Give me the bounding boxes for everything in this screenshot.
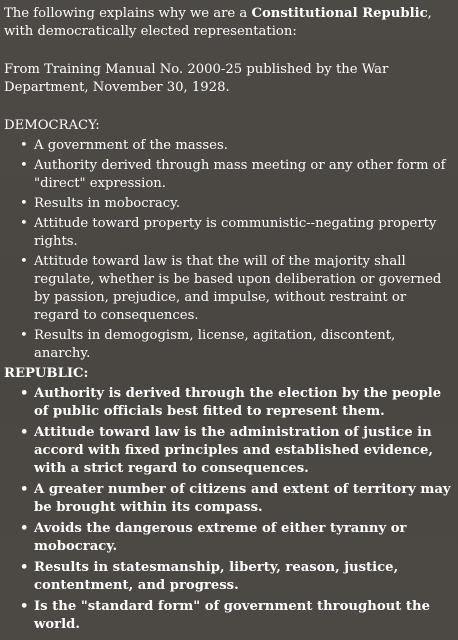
republic-item-text: Results in statesmanship, liberty, reason, justice, contentment, and progress.	[34, 560, 399, 593]
bullet-icon: •	[20, 386, 29, 401]
bullet-icon: •	[20, 328, 28, 343]
democracy-list	[4, 137, 452, 363]
democracy-item-text: Results in mobocracy.	[34, 196, 181, 211]
bullet-icon: •	[20, 560, 29, 575]
republic-item-text: Attitude toward law is the administration of justice in accord with fixed principles and established evidence, with a strict regard to consequences.	[34, 425, 434, 476]
intro-text-after: , with democratically elected representation:	[4, 6, 432, 39]
intro-paragraph	[4, 5, 452, 41]
democracy-item	[20, 157, 452, 193]
bullet-icon: •	[20, 138, 28, 153]
republic-item	[20, 598, 452, 634]
democracy-item	[20, 137, 452, 155]
republic-item	[20, 424, 452, 478]
republic-list	[4, 385, 452, 634]
bullet-icon: •	[20, 599, 29, 614]
republic-item-text: Is the "standard form" of government throughout the world.	[34, 599, 430, 632]
bullet-icon: •	[20, 482, 29, 497]
democracy-item	[20, 253, 452, 325]
intro-emphasis: Constitutional Republic	[251, 6, 428, 21]
democracy-item-text: Authority derived through mass meeting or any other form of "direct" expression.	[34, 158, 446, 191]
democracy-item	[20, 195, 452, 213]
republic-item	[20, 559, 452, 595]
bullet-icon: •	[20, 254, 28, 269]
democracy-item-text: Attitude toward law is that the will of the majority shall regulate, whether is be based upon deliberation or governed by passion, prejudice, and impulse, without restraint or regard to consequences.	[34, 254, 442, 323]
republic-item-text: Avoids the dangerous extreme of either tyranny or mobocracy.	[34, 521, 407, 554]
bullet-icon: •	[20, 425, 29, 440]
source-citation: From Training Manual No. 2000-25 published by the War Department, November 30, 1928.	[4, 62, 389, 95]
bullet-icon: •	[20, 196, 28, 211]
democracy-item-text: Results in demogogism, license, agitation, discontent, anarchy.	[34, 328, 396, 361]
democracy-item-text: Attitude toward property is communistic--negating property rights.	[34, 216, 437, 249]
republic-item-text: A greater number of citizens and extent of territory may be brought within its compass.	[34, 482, 451, 515]
bullet-icon: •	[20, 158, 28, 173]
democracy-item	[20, 215, 452, 251]
bullet-icon: •	[20, 216, 28, 231]
democracy-item	[20, 327, 452, 363]
republic-item	[20, 520, 452, 556]
democracy-heading: DEMOCRACY:	[4, 118, 100, 133]
republic-heading: REPUBLIC:	[4, 366, 89, 381]
republic-item-text: Authority is derived through the election by the people of public officials best fitted to represent them.	[34, 386, 442, 419]
intro-text-before: The following explains why we are a	[4, 6, 252, 21]
republic-item	[20, 481, 452, 517]
bullet-icon: •	[20, 521, 29, 536]
republic-item	[20, 385, 452, 421]
democracy-item-text: A government of the masses.	[34, 138, 228, 153]
